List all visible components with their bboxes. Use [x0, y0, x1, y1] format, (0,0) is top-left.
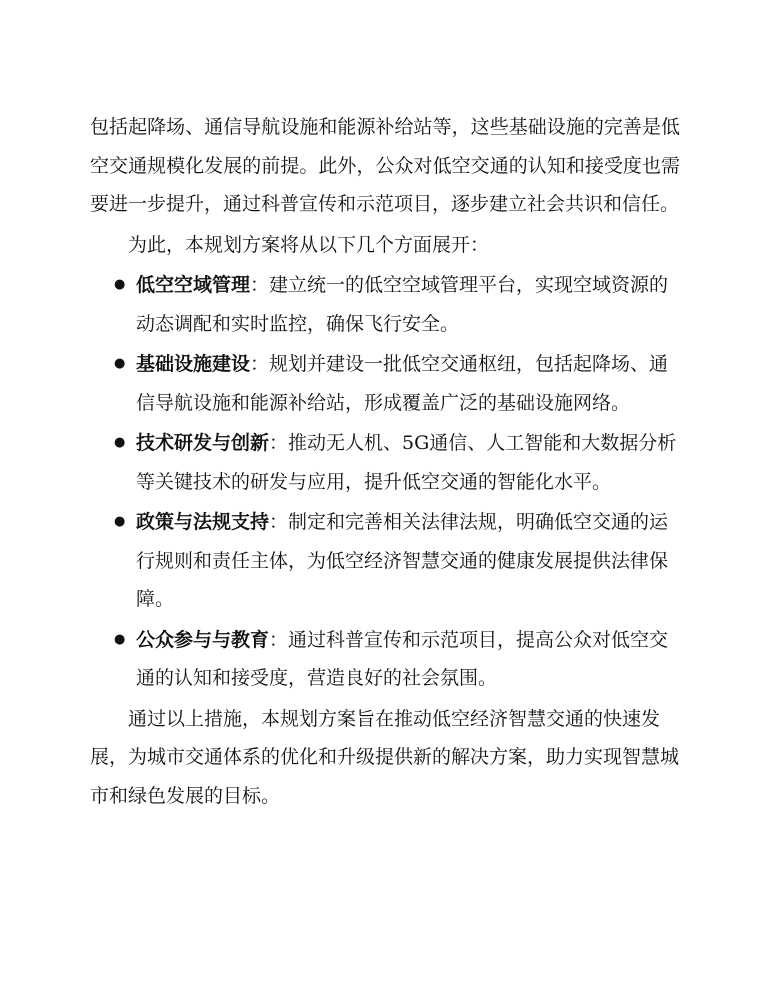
list-item-term: 政策与法规支持	[136, 511, 270, 533]
list-item-text: ：规划并建设一批低空交通枢纽，包括起降场、通信导航设施和能源补给站，形成覆盖广泛的基础设施网络。	[136, 353, 669, 414]
list-item	[90, 621, 680, 698]
list-item-text: ：推动无人机、5G通信、人工智能和大数据分析等关键技术的研发与应用，提升低空交通的智能化水平。	[136, 432, 677, 493]
list-item-text: ：通过科普宣传和示范项目，提高公众对低空交通的认知和接受度，营造良好的社会氛围。	[136, 628, 669, 689]
bullet-dot-icon: ●	[114, 435, 126, 450]
bullet-dot-icon: ●	[114, 356, 126, 371]
list-item-text: ：建立统一的低空空域管理平台，实现空域资源的动态调配和实时监控，确保飞行安全。	[136, 274, 669, 335]
list-item	[90, 345, 680, 422]
closing-paragraph: 通过以上措施，本规划方案旨在推动低空经济智慧交通的快速发展，为城市交通体系的优化和升级提供新的解决方案，助力实现智慧城市和绿色发展的目标。	[90, 707, 680, 807]
bullet-dot-icon: ●	[114, 631, 126, 647]
list-item-term: 低空空域管理	[136, 274, 251, 296]
list-item-term: 基础设施建设	[136, 353, 251, 375]
list-item-text: ：制定和完善相关法律法规，明确低空交通的运行规则和责任主体，为低空经济智慧交通的健康发展提供法律保障。	[136, 511, 669, 610]
intro-paragraph: 包括起降场、通信导航设施和能源补给站等，这些基础设施的完善是低空交通规模化发展的前提。此外，公众对低空交通的认知和接受度也需要进一步提升，通过科普宣传和示范项目，逐步建立社会共识和信任。	[90, 116, 680, 215]
list-item-term: 技术研发与创新	[136, 432, 270, 454]
list-item	[90, 503, 680, 619]
list-item-term: 公众参与与教育	[136, 628, 270, 651]
lead-paragraph: 为此，本规划方案将从以下几个方面展开：	[128, 233, 490, 256]
list-item	[90, 424, 680, 501]
bullet-dot-icon: ●	[114, 277, 126, 292]
measures-list	[90, 266, 680, 698]
bullet-dot-icon: ●	[114, 514, 126, 529]
document-body	[90, 108, 680, 815]
list-item	[90, 266, 680, 343]
